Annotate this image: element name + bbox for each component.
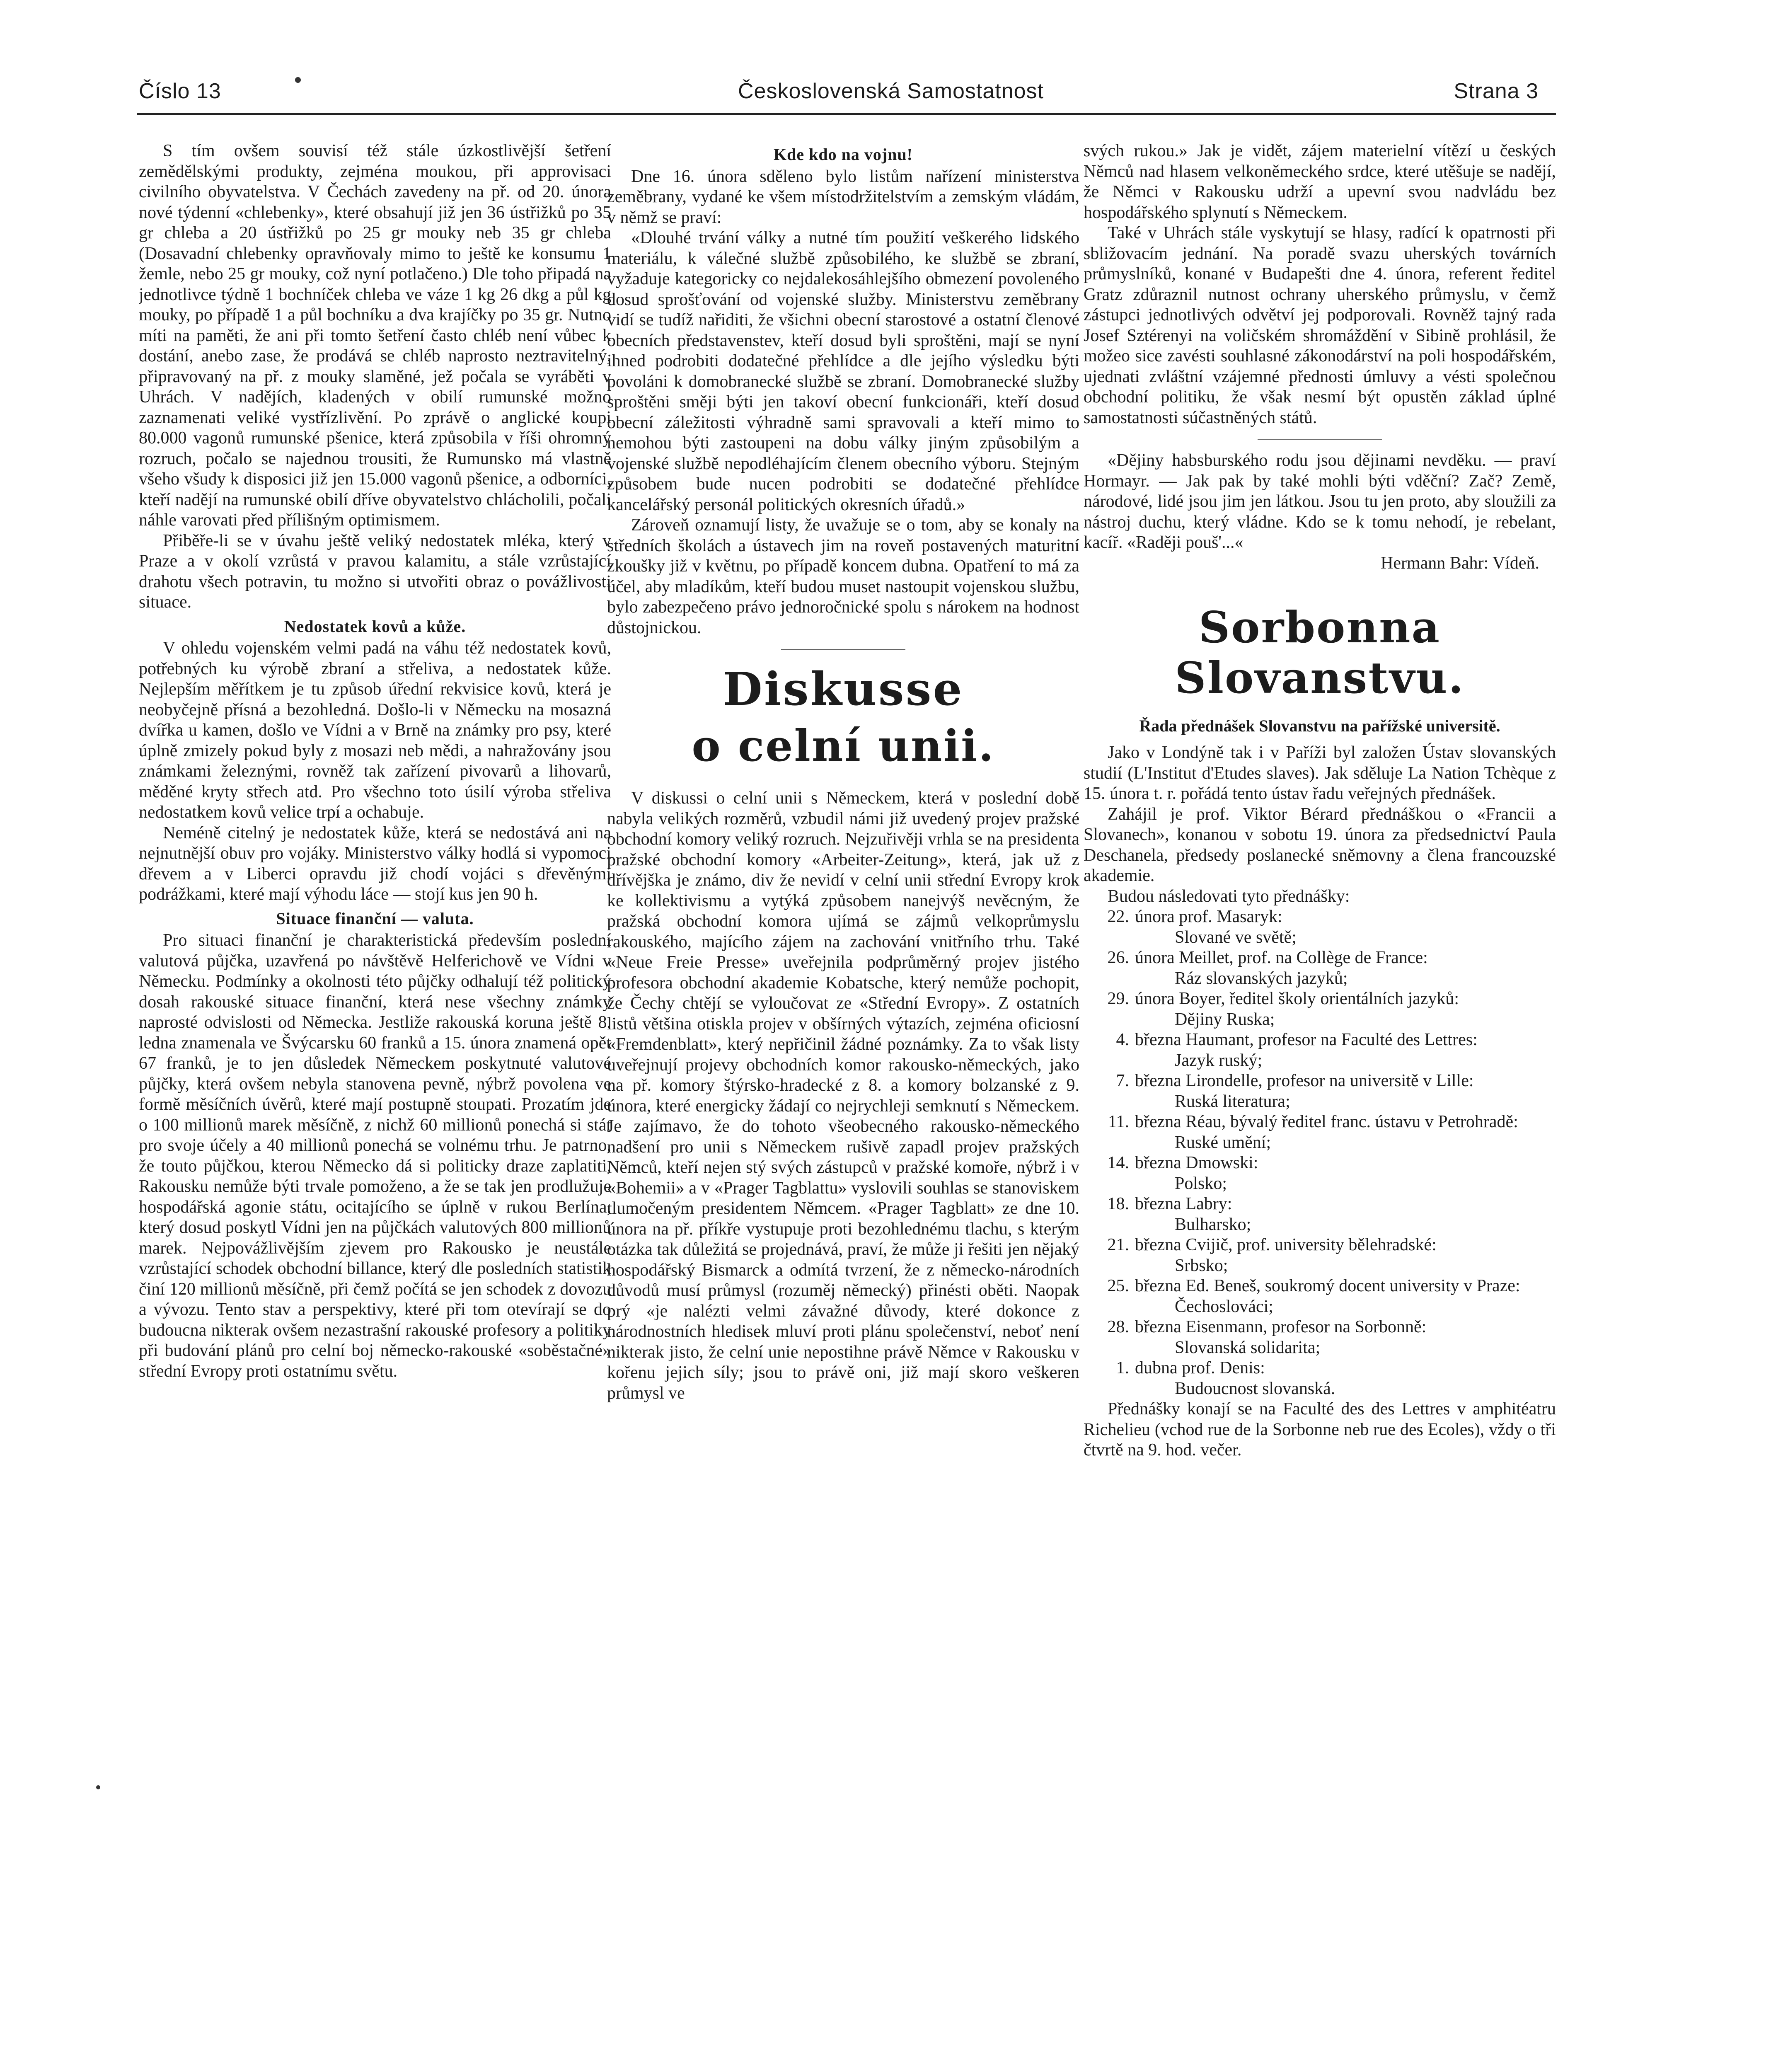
article-title-line2: Slovanstvu. (1175, 652, 1465, 703)
article-paragraph: svých rukou.» Jak je vidět, zájem materielní vítězí u českých Němců nad hlasem velkoněmeckého srdce, které utěšuje se nadějí, že Němci v Rakousku udrží a upevní svou nadvládu bez hospodářského splynutí s Německem. (1084, 141, 1556, 222)
article-title: Diskusse (723, 662, 964, 716)
article-paragraph: S tím ovšem souvisí též stále úzkostlivější šetření zemědělskými produkty, zejména moukou, při approvisaci civilního obyvatelstva. V Čechách zavedeny na př. od 20. února nové týdenní «chlebenky», které obsahují již jen 36 ústřižků po 35 gr chleba a 20 ústřižků po 25 gr mouky neb 35 gr chleba (Dosavadní chlebenky opravňovaly mimo to ještě ke konsumu 1 žemle, nebo 25 gr mouky, což nyní potlačeno.) Dle toho připadá na jednotlivce týdně 1 bochníček chleba ve váze 1 kg 26 dkg a půl kg mouky, po případě 1 a půl bochníku a dva krajíčky po 35 gr. Nutno míti na paměti, že ani při tomto šetření často chléb není vůbec k dostání, anebo zase, že prodává se chléb naprosto neztravitelný, připravovaný na př. z mouky slaměné, jež počala se vyráběti v Uhrách. V nadějích, kladených v obilí rumunské možno zaznamenati veliké vystřízlivění. Po zprávě o anglické koupi 80.000 vagonů rumunské pšenice, která způsobila v říši ohromný rozruch, počalo se najednou trousiti, že Rumunsko má vlastně všeho všudy k disposici již jen 15.000 vagonů pšenice, a odborníci, kteří nadějí na rumunské obilí dříve obyvatelstvo chlácholili, počali náhle varovati před přílišným optimismem. (139, 141, 611, 530)
header-rule (137, 113, 1556, 115)
newspaper-title: Československá Samostatnost (738, 79, 1044, 103)
article-subtitle: Řada přednášek Slovanstvu na pařížské universitě. (1139, 716, 1500, 735)
lecture-list (1084, 907, 1556, 1399)
lecture-item (1084, 1030, 1556, 1051)
lecture-speaker: března Cvijič, prof. university bělehradské: (1135, 1235, 1437, 1254)
lecture-day: 1. (1116, 1358, 1129, 1377)
lecture-item (1084, 1194, 1556, 1215)
quote-text: «Dějiny habsburského rodu jsou dějinami nevděku. — praví Hormayr. — Jak pak by také mohli býti vděční? Zač? Země, národové, lidé jsou jim jen látkou. Jsou tu jen proto, aby sloužili za nástroj duchu, který vládne. Kdo se k tomu nehodí, je rebelant, kacíř. «Raději pouš'...« (1084, 451, 1556, 552)
issue-number: Číslo 13 (139, 79, 221, 103)
article-paragraph: V diskussi o celní unii s Německem, která v poslední době nabyla velikých rozměrů, vzbudil námi již uvedený projev pražské obchodní komory veliký rozruch. Nejzuřivěji vrhla se na presidenta pražské obchodní komory «Arbeiter-Zeitung», která, jak už z dřívějška je známo, div že nevidí v celní unii střední Evropy krok ke kollektivismu a vytýká způsobem nanejvýš nevěcným, že pražská obchodní komora ujímá se zájmů velkoprůmyslu rakouského, majícího zájem na zachování vnitřního trhu. Také «Neue Freie Presse» uveřejnila podprůměrný projev jistého profesora obchodní akademie Kobatsche, který nemůže pochopit, že Čechy chtějí se vyloučovat ze «Střední Evropy». Z ostatních listů většina otiskla projev v obšírných výtazích, zejména oficiosní «Fremdenblatt», který nepřičinil žádné poznámky. Za to však listy uveřejnují projevy obchodních komor rakousko-německých, jako na př. komory štýrsko-hradecké z 8. a komory bolzanské z 9. února, které energicky žádají co nejrychleji semknutí s Německem. Je zajímavo, že do tohoto všeobecného rakousko-německého nadšení pro unii s Německem rušivě zapadl projev pražských Němců, kteří nejen stý svých zástupců v pražské komoře, nýbrž i v «Bohemii» a v «Prager Tagblattu» vyslovili souhlas se stanoviskem tlumočeným presidentem Němcem. «Prager Tagblatt» ze dne 10. února na př. příkře vystupuje proti bezohlednému tlachu, s kterým otázka tak důležitá se projednává, praví, že může ji řešiti jen nějaký hospodářský Bismarck a odmítá tvrzení, že z německo-národních důvodů musí průmysl (rozuměj německý) přinésti oběti. Naopak prý «je nalézti velmi závažné důvody, které dokonce z národnostních hledisek mluví proti plánu společenství, neboť není nikterak jisto, že celní unie nepostihne právě Němce v Rakousku v kořenu jejich síly; jsou to právě oni, již mají skoro veškeren průmysl ve (607, 789, 1079, 1403)
lecture-topic: Ráz slovanských jazyků; (1175, 968, 1348, 988)
lecture-topic: Jazyk ruský; (1175, 1051, 1263, 1070)
lecture-topic: Ruská literatura; (1175, 1092, 1290, 1111)
lecture-speaker: března Ed. Beneš, soukromý docent university v Praze: (1135, 1276, 1520, 1295)
article-paragraph: Budou následovati tyto přednášky: (1108, 886, 1350, 906)
divider (781, 649, 905, 650)
lecture-item (1084, 1317, 1556, 1338)
article-paragraph: Přiběře-li se v úvahu ještě veliký nedostatek mléka, který v Praze a v okolí vzrůstá v pravou kalamitu, a stále vzrůstající drahotu všech potravin, tu možno si utvořiti obraz o povážlivosti situace. (139, 531, 611, 612)
column-3 (1084, 141, 1556, 2072)
lecture-item (1084, 1071, 1556, 1092)
lecture-item (1084, 1112, 1556, 1133)
article-paragraph: Neméně citelný je nedostatek kůže, která se nedostává ani na nejnutnější obuv pro vojáky. Ministerstvo války hodlá si vypomoci dřevem a v Liberci opravdu již chodí vojáci s dřevěnými podrážkami, které mají výhodu láce — stojí kus jen 90 h. (139, 823, 611, 904)
divider (1258, 439, 1382, 440)
lecture-item (1084, 1235, 1556, 1256)
lecture-day: 4. (1116, 1030, 1129, 1049)
lecture-day: 18. (1107, 1194, 1129, 1213)
lecture-topic: Ruské umění; (1175, 1133, 1271, 1152)
lecture-speaker: března Labry: (1135, 1194, 1232, 1213)
lecture-day: 11. (1108, 1112, 1129, 1131)
lecture-speaker: března Lirondelle, profesor na universitě v Lille: (1135, 1071, 1474, 1090)
lecture-item (1084, 907, 1556, 927)
lecture-day: 28. (1107, 1317, 1129, 1336)
article-paragraph: V ohledu vojenském velmi padá na váhu též nedostatek kovů, potřebných ku výrobě zbraní a střeliva, a nedostatek kůže. Nejlepším měřítkem je tu způsob úřední rekvisice kovů, která je neobyčejně přísná a bezohledná. Došlo-li v Německu na mosazná dvířka u kamen, došlo ve Vídni a v Brně na známky pro psy, které úplně zmizely pokud byly z mosazi neb mědi, a nahražovány jsou známkami železnými, rovněž tak zařízení pivovarů a lihovarů, měděné kryty střech atd. Pro všechno toto úsilí výroba střeliva nedostatkem kovů velice trpí a ochabuje. (139, 639, 611, 822)
print-speck (295, 77, 301, 83)
lecture-topic: Budoucnost slovanská. (1175, 1379, 1335, 1398)
column-1 (139, 141, 611, 2072)
lecture-speaker: března Eisenmann, profesor na Sorbonně: (1135, 1317, 1427, 1336)
article-title: Sorbonna (1199, 602, 1441, 653)
lecture-day: 22. (1107, 907, 1129, 926)
article-paragraph: Jako v Londýně tak i v Paříži byl založen Ústav slovanských studií (L'Institut d'Etudes slaves). Jak sděluje La Nation Tchèque z 15. února t. r. pořádá tento ústav řadu veřejných přednášek. (1084, 743, 1556, 803)
lecture-topic: Dějiny Ruska; (1175, 1009, 1275, 1029)
lecture-item (1084, 1153, 1556, 1174)
page-number: Strana 3 (1454, 79, 1539, 103)
article-paragraph: Přednášky konají se na Faculté des des Lettres v amphitéatru Richelieu (vchod rue de la Sorbonne neb rue des Ecoles), vždy o tři čtvrtě na 9. hod. večer. (1084, 1399, 1556, 1460)
lecture-day: 7. (1116, 1071, 1129, 1090)
lecture-day: 29. (1107, 989, 1129, 1008)
column-2 (607, 141, 1079, 2072)
article-paragraph: «Dlouhé trvání války a nutné tím použití veškerého lidského materiálu, k válečné službě způsobilého, ke službě se zbraní, vyžaduje kategoricky co nejdalekosáhlejšího obmezení povoleného dosud sprošťování od vojenské služby. Ministerstvu zeměbrany vidí se tudíž nařiditi, že všichni obecní starostové a ostatní členové obecních představenstev, kteří dosud byli sproštěni, mají se nyní ihned podrobiti dodatečné přehlídce a dle jejího výsledku býti povoláni k domobranecké službě se zbraní. Domobranecké služby sproštěni směji býti jen takoví obecní funkcionáři, kteří dosud obecní záležitosti výhradně sami spravovali a kteří mimo to nemohou býti zastoupeni na dobu války jiným způsobilým a vojenské službě nepodléhajícím členem obecního výboru. Stejným způsobem bude nucen podrobiti se dodatečné přehlídce kancelářský personál politických okresních úřadů.» (607, 228, 1079, 514)
lecture-day: 26. (1107, 948, 1129, 967)
lecture-day: 25. (1107, 1276, 1129, 1295)
lecture-topic: Slované ve světě; (1175, 927, 1297, 947)
lecture-topic: Slovanská solidarita; (1175, 1338, 1321, 1357)
lecture-item (1084, 1276, 1556, 1297)
lecture-day: 14. (1107, 1153, 1129, 1172)
lecture-speaker: března Réau, bývalý ředitel franc. ústavu v Petrohradě: (1135, 1112, 1518, 1131)
lecture-speaker: dubna prof. Denis: (1135, 1358, 1265, 1377)
lecture-topic: Srbsko; (1175, 1256, 1228, 1275)
lecture-item (1084, 989, 1556, 1009)
lecture-speaker: února Meillet, prof. na Collège de France: (1135, 948, 1428, 967)
article-paragraph: Pro situaci finanční je charakteristická především poslední valutová půjčka, uzavřená po návštěvě Helferichově ve Vídni v Německu. Podmínky a okolnosti této půjčky odhalují též politický dosah rakouské situace finanční, která nese všechny známky naprosté odvislosti od Německa. Jestliže rakouská koruna ještě 8. ledna znamenala ve Švýcarsku 60 franků a 15. února znamená opět 67 franků, je to jen důsledek Německem poskytnuté valutové půjčky, která ovšem nebyla stanovena pevně, nýbrž povolena ve formě měsíčních úvěrů, které mají postupně stoupati. Prozatím jde o 100 millionů marek měsíčně, z nichž 60 millionů ponechá si stát pro svoje účely a 40 millionů ponechá se volnému trhu. Je patrno, že touto půjčkou, kterou Německo dá si politicky draze zaplatiti, Rakousku nemůže býti trvale pomoženo, a že se tak jen prodlužuje hospodářská agonie státu, ocitajícího se úplně v rukou Berlína, který dosud poskytl Vídni jen na půjčkách valutových 800 millionů marek. Nejpovážlivějším zjevem pro Rakousko je neustále vzrůstající schodek obchodní billance, který dle posledních statistik činí 120 millionů měsíčně, při čemž počítá se jen schodek z dovozu a vývozu. Tento stav a perspektivy, které při tom otevírají se do budoucna nikterak ovšem nezastrašní rakouské profesory a politiky při budování plánů pro celní boj německo-rakouské «soběstačné» střední Evropy proti ostatnímu světu. (139, 931, 611, 1381)
article-paragraph: Dne 16. února sděleno bylo listům nařízení ministerstva zeměbrany, vydané ke všem místodržitelstvím a zemským vládám, v němž se praví: (607, 167, 1079, 227)
lecture-speaker: března Haumant, profesor na Faculté des Lettres: (1135, 1030, 1478, 1049)
lecture-topic: Polsko; (1175, 1174, 1227, 1193)
lecture-item (1084, 948, 1556, 968)
lecture-topic: Bulharsko; (1175, 1215, 1251, 1234)
lecture-speaker: února prof. Masaryk: (1135, 907, 1282, 926)
article-title-line2: o celní unii. (692, 720, 995, 771)
lecture-item (1084, 1358, 1556, 1379)
lecture-topic: Čechoslováci; (1175, 1297, 1273, 1316)
page-header (0, 0, 1783, 137)
article-paragraph: Také v Uhrách stále vyskytují se hlasy, radící k opatrnosti při sbližovacím jednání. Na poradě svazu uherských továrních průmyslníků, konané v Budapešti dne 4. února, referent ředitel Gratz zdůraznil nutnost ochrany uherského průmyslu, v čemž zástupci jednotlivých odvětví jej podporovali. Rovněž tajný rada Josef Sztérenyi na voličském shromáždění v Sibině prohlásil, že možeo sice zavésti souhlasné zákonodárství na poli hospodářském, ujednati zvláštní vzájemné přednosti úmluvy a vésti společnou obchodní politiku, že však nesmí být opustěn základ úplné samostatnosti súčastněných států. (1084, 223, 1556, 427)
lecture-speaker: března Dmowski: (1135, 1153, 1258, 1172)
section-heading: Situace finanční — valuta. (276, 909, 474, 928)
section-heading: Nedostatek kovů a kůže. (284, 617, 466, 636)
article-heading: Kde kdo na vojnu! (774, 145, 913, 164)
article-paragraph: Zahájil je prof. Viktor Bérard přednáškou o «Francii a Slovanech», konanou v sobotu 19. února za předsednictví Paula Deschanela, předsedy poslanecké sněmovny a člena francouzské akademie. (1084, 804, 1556, 885)
lecture-speaker: února Boyer, ředitel školy orientálních jazyků: (1135, 989, 1459, 1008)
quote-block (1084, 450, 1556, 574)
lecture-day: 21. (1107, 1235, 1129, 1254)
article-paragraph: Zároveň oznamují listy, že uvažuje se o tom, aby se konaly na středních školách a ústavech jim na roveň postavených maturitní zkoušky již v květnu, po případě koncem dubna. Opatření to má za účel, aby mladíkům, kteří budou muset nastoupit vojenskou službu, bylo zabezpečeno právo jednoročnické spolu s nárokem na hodnost důstojnickou. (607, 516, 1079, 637)
quote-attribution: Hermann Bahr: Vídeň. (1381, 553, 1539, 573)
print-speck (96, 1785, 100, 1789)
